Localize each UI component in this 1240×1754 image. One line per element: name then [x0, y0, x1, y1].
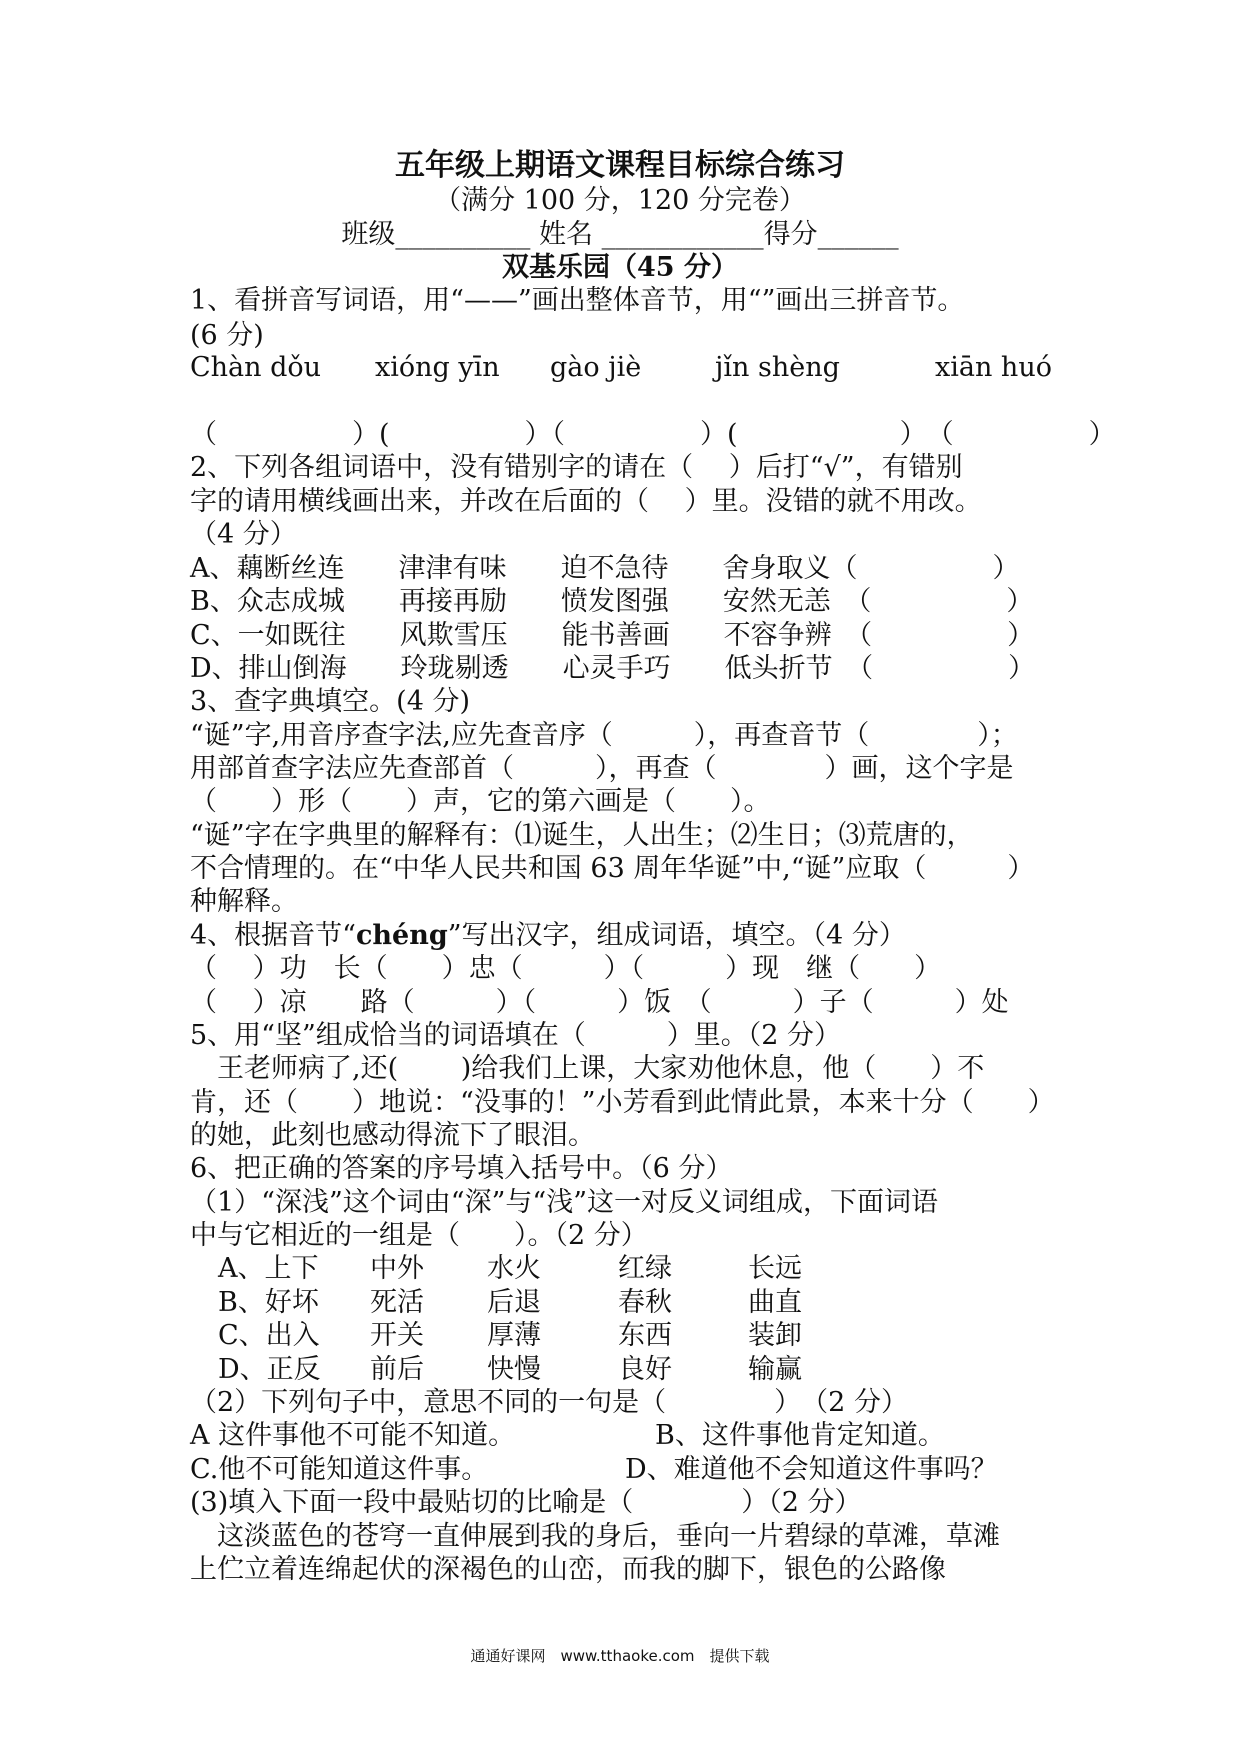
q3-line-4: “诞”字在字典里的解释有：⑴诞生，人出生；⑵生日；⑶荒唐的，: [190, 820, 974, 851]
q1-pinyin-2: xióng yīn: [375, 352, 500, 383]
q4-stem: [190, 920, 906, 952]
q6-sub2-option-d: D、难道他不会知道这件事吗？: [625, 1454, 998, 1485]
q1-score: (6 分): [190, 320, 264, 351]
q1-answer-brackets: （ ）( ）（ ）( ） （ ）: [190, 419, 1116, 450]
option-item: 东西: [618, 1320, 672, 1351]
option-item: 厚薄: [487, 1320, 541, 1351]
q2-row-c: C、一如既往 风欺雪压 能书善画 不容争辨 （ ）: [190, 620, 1035, 651]
q4-fill-line2: （ ）凉 路（ ）（ ）饭 （ ）子（ ）处: [190, 987, 1009, 1018]
option-item: 装卸: [748, 1320, 802, 1351]
option-item: 水火: [487, 1253, 541, 1284]
q3-line-1: “诞”字,用音序查字法,应先查音序（ ），再查音节（ ）；: [190, 720, 1018, 751]
q6-sub2-option-b: B、这件事他肯定知道。: [655, 1420, 945, 1451]
q6-sub2-option-c: C.他不可能知道这件事。: [190, 1454, 489, 1485]
page-title: 五年级上期语文课程目标综合练习: [395, 148, 845, 183]
option-label: B、好坏: [218, 1287, 319, 1318]
option-item: 后退: [487, 1287, 541, 1318]
q6-stem: 6、把正确的答案的序号填入括号中。（6 分）: [190, 1153, 733, 1184]
q3-line-3: （ ）形（ ）声，它的第六画是（ ）。: [190, 786, 771, 817]
q6-sub3-stem: (3)填入下面一段中最贴切的比喻是（ ）（2 分）: [190, 1487, 862, 1518]
q5-stem: 5、用“坚”组成恰当的词语填在（ ）里。（2 分）: [190, 1020, 842, 1051]
q6-sub2-option-a: A 这件事他不可能不知道。: [190, 1420, 516, 1451]
option-item: 春秋: [618, 1287, 672, 1318]
q5-line-2: 肯，还（ ）地说：“没事的！”小芳看到此情此景，本来十分（ ）: [190, 1087, 1055, 1118]
page-subtitle: （满分 100 分，120 分完卷）: [434, 185, 806, 216]
option-item: 曲直: [748, 1287, 802, 1318]
q1-pinyin-5: xiān huó: [935, 352, 1052, 383]
q5-line-3: 的她，此刻也感动得流下了眼泪。: [190, 1120, 595, 1151]
option-label: A、上下: [218, 1253, 319, 1284]
q2-stem-line1: 2、下列各组词语中，没有错别字的请在（ ）后打“√”，有错别: [190, 452, 963, 483]
q4-fill-line1: （ ）功 长（ ）忠（ ）（ ）现 继（ ）: [190, 953, 942, 984]
q3-line-6: 种解释。: [190, 886, 298, 917]
option-item: 中外: [370, 1253, 424, 1284]
section-title: 双基乐园（45 分）: [502, 252, 738, 283]
q6-sub1-line2: 中与它相近的一组是（ ）。（2 分）: [190, 1220, 648, 1251]
student-info-line: 班级__________ 姓名 ____________得分______: [341, 219, 899, 250]
option-item: 前后: [370, 1354, 424, 1385]
page-footer: 通通好课网 www.tthaoke.com 提供下载: [470, 1647, 770, 1665]
option-item: 良好: [618, 1354, 672, 1385]
option-item: 输赢: [748, 1354, 802, 1385]
q4-syllable: chéng: [355, 920, 448, 951]
option-item: 快慢: [487, 1354, 541, 1385]
q6-sub1-line1: （1）“深浅”这个词由“深”与“浅”这一对反义词组成，下面词语: [190, 1187, 938, 1218]
q5-line-1: 王老师病了,还( )给我们上课，大家劝他休息，他（ ）不: [190, 1053, 985, 1084]
option-label: D、正反: [218, 1354, 321, 1385]
q1-pinyin-4: jǐn shèng: [715, 352, 840, 383]
q6-sub2-stem: （2）下列句子中，意思不同的一句是（ ） （2 分）: [190, 1387, 908, 1418]
q2-row-d: D、排山倒海 玲珑剔透 心灵手巧 低头折节 （ ）: [190, 653, 1036, 684]
q1-pinyin-3: gào jiè: [550, 352, 642, 383]
q2-row-a: A、藕断丝连 津津有味 迫不急待 舍身取义（ ）: [190, 553, 1020, 584]
q2-row-b: B、众志成城 再接再励 愤发图强 安然无恙 （ ）: [190, 586, 1034, 617]
q3-line-2: 用部首查字法应先查部首（ ），再查（ ）画，这个字是: [190, 753, 1014, 784]
q2-stem-line2: 字的请用横线画出来，并改在后面的（ ）里。没错的就不用改。: [190, 486, 982, 517]
option-item: 红绿: [618, 1253, 672, 1284]
option-item: 长远: [748, 1253, 802, 1284]
q2-score: （4 分）: [190, 519, 297, 550]
q1-pinyin-1: Chàn dǒu: [190, 352, 322, 383]
q3-line-5: 不合情理的。在“中华人民共和国 63 周年华诞”中,“诞”应取（ ）: [190, 853, 1035, 884]
q4-stem-pre: 4、根据音节“: [190, 920, 356, 951]
q4-stem-post: ”写出汉字，组成词语，填空。（4 分）: [447, 920, 906, 951]
option-item: 开关: [370, 1320, 424, 1351]
q3-stem: 3、查字典填空。(4 分): [190, 686, 471, 717]
q6-sub3-line2: 上伫立着连绵起伏的深褐色的山峦，而我的脚下，银色的公路像: [190, 1554, 946, 1585]
q6-sub3-line1: 这淡蓝色的苍穹一直伸展到我的身后，垂向一片碧绿的草滩，草滩: [190, 1521, 1000, 1552]
q1-stem: 1、看拼音写词语，用“——”画出整体音节，用“”画出三拼音节。: [190, 285, 965, 316]
option-label: C、出入: [218, 1320, 320, 1351]
option-item: 死活: [370, 1287, 424, 1318]
